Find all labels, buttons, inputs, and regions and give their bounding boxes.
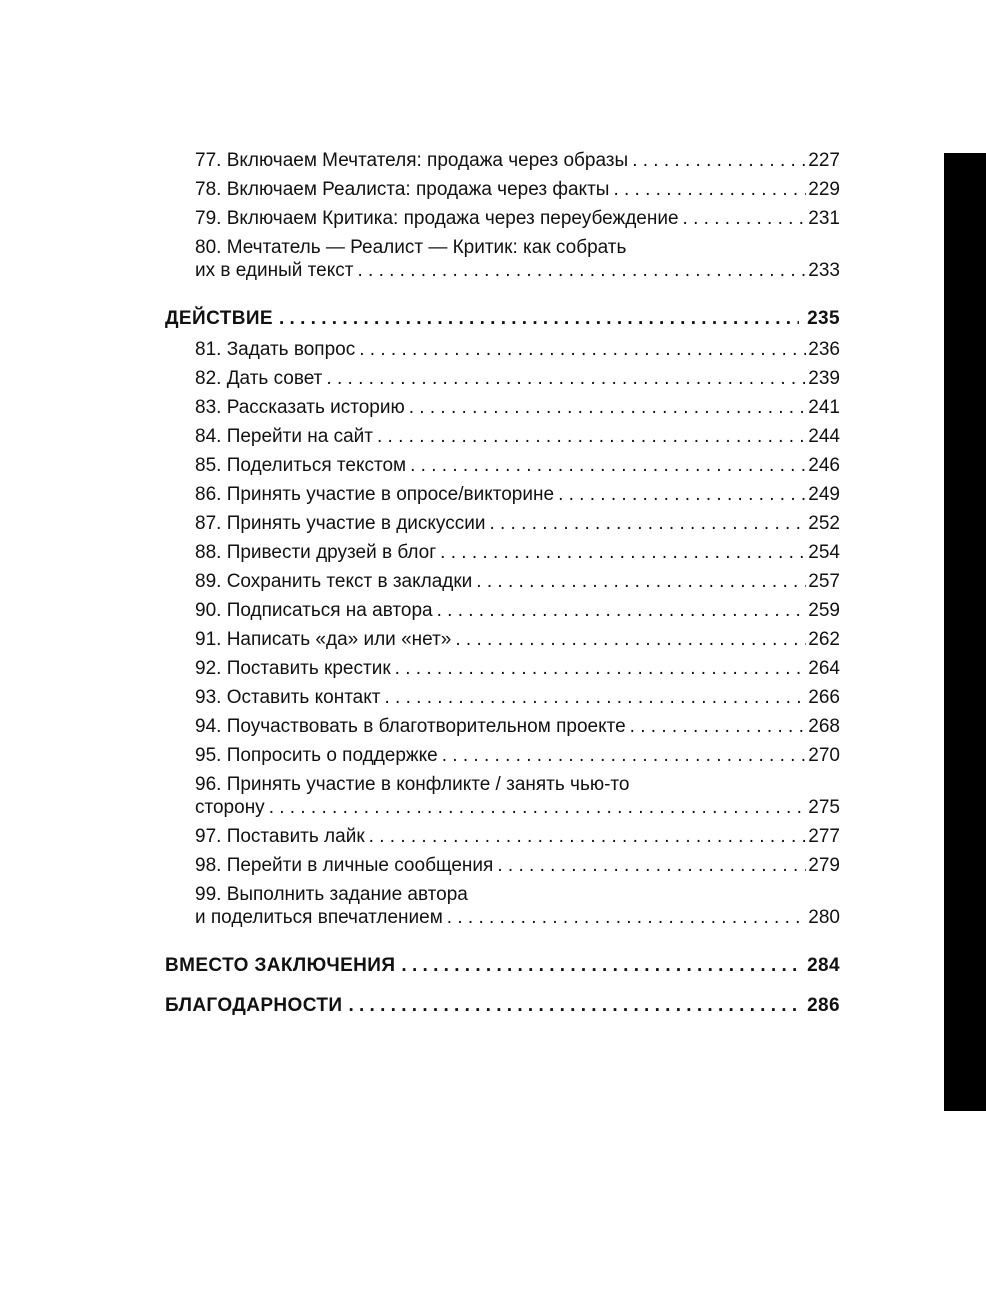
entry-page-number: 233: [808, 260, 840, 281]
toc-section-thanks[interactable]: [165, 985, 840, 1025]
entry-title: и поделиться впечатлением: [195, 907, 443, 928]
entry-page-number: 262: [808, 629, 840, 650]
toc-entry[interactable]: [165, 744, 840, 773]
toc-section-conclusion[interactable]: [165, 945, 840, 985]
leader-dots: [359, 338, 806, 361]
entry-title: 78. Включаем Реалиста: продажа через факты: [195, 179, 610, 200]
leader-dots: [558, 483, 806, 506]
entry-title: 94. Поучаствовать в благотворительном проекте: [195, 716, 626, 737]
toc-entry[interactable]: [165, 686, 840, 715]
entry-page-number: 270: [808, 745, 840, 766]
toc-entry[interactable]: [165, 454, 840, 483]
leader-dots: [630, 715, 807, 738]
leader-dots: [447, 906, 807, 929]
leader-dots: [440, 541, 806, 564]
toc-entry[interactable]: [165, 715, 840, 744]
entry-page-number: 257: [808, 571, 840, 592]
entry-title: 89. Сохранить текст в закладки: [195, 571, 473, 592]
entry-title: 81. Задать вопрос: [195, 339, 356, 360]
entry-page-number: 254: [808, 542, 840, 563]
entry-page-number: 275: [808, 797, 840, 818]
leader-dots: [269, 796, 807, 819]
entry-page-number: 236: [808, 339, 840, 360]
section-title: БЛАГОДАРНОСТИ: [165, 994, 343, 1016]
entry-page-number: 277: [808, 826, 840, 847]
entry-title-first-line: 99. Выполнить задание автора: [195, 884, 468, 905]
entry-title: 90. Подписаться на автора: [195, 600, 433, 621]
entry-page-number: 241: [808, 397, 840, 418]
entry-title: 87. Принять участие в дискуссии: [195, 513, 486, 534]
leader-dots: [279, 307, 799, 330]
leader-dots: [442, 744, 807, 767]
toc-entry[interactable]: [165, 338, 840, 367]
entry-title: 95. Попросить о поддержке: [195, 745, 438, 766]
leader-dots: [326, 367, 806, 390]
entry-page-number: 231: [808, 208, 840, 229]
leader-dots: [437, 599, 807, 622]
entry-title: 86. Принять участие в опросе/викторине: [195, 484, 555, 505]
toc-entry[interactable]: [165, 541, 840, 570]
entry-page-number: 244: [808, 426, 840, 447]
entry-title: их в единый текст: [195, 260, 354, 281]
leader-dots: [409, 396, 807, 419]
entry-page-number: 266: [808, 687, 840, 708]
entry-page-number: 246: [808, 455, 840, 476]
leader-dots: [369, 825, 807, 848]
leader-dots: [410, 454, 806, 477]
leader-dots: [348, 994, 799, 1017]
entry-title: 83. Рассказать историю: [195, 397, 405, 418]
entry-title: 97. Поставить лайк: [195, 826, 365, 847]
toc-entry[interactable]: [165, 628, 840, 657]
entry-title: 77. Включаем Мечтателя: продажа через образы: [195, 150, 629, 171]
toc-entry[interactable]: [165, 854, 840, 883]
entry-title: 98. Перейти в личные сообщения: [195, 855, 494, 876]
leader-dots: [497, 854, 806, 877]
section-page-number: 286: [807, 994, 840, 1016]
table-of-contents: [165, 149, 840, 1025]
leader-dots: [632, 149, 806, 172]
entry-title: 93. Оставить контакт: [195, 687, 381, 708]
toc-entry[interactable]: [165, 396, 840, 425]
entry-page-number: 279: [808, 855, 840, 876]
section-page-number: 284: [807, 954, 840, 976]
toc-entry[interactable]: [165, 570, 840, 599]
leader-dots: [357, 259, 806, 282]
entry-title: 88. Привести друзей в блог: [195, 542, 437, 563]
toc-entry[interactable]: [165, 178, 840, 207]
toc-entry[interactable]: [165, 883, 840, 935]
chapter-side-tab: [944, 153, 986, 1111]
entry-title: 92. Поставить крестик: [195, 658, 391, 679]
toc-entry[interactable]: [165, 367, 840, 396]
toc-entry[interactable]: [165, 825, 840, 854]
leader-dots: [476, 570, 806, 593]
entry-title: 84. Перейти на сайт: [195, 426, 373, 447]
entry-title: 85. Поделиться текстом: [195, 455, 407, 476]
toc-block-dreamer: [165, 149, 840, 288]
entry-title-first-line: 80. Мечтатель — Реалист — Критик: как собрать: [195, 237, 627, 258]
toc-entry[interactable]: [165, 149, 840, 178]
entry-title: 91. Написать «да» или «нет»: [195, 629, 452, 650]
entry-page-number: 249: [808, 484, 840, 505]
toc-entry[interactable]: [165, 207, 840, 236]
entry-page-number: 268: [808, 716, 840, 737]
toc-entry[interactable]: [165, 483, 840, 512]
toc-entry[interactable]: [165, 599, 840, 628]
leader-dots: [613, 178, 806, 201]
leader-dots: [384, 686, 806, 709]
leader-dots: [683, 207, 807, 230]
entry-page-number: 252: [808, 513, 840, 534]
toc-entry[interactable]: [165, 425, 840, 454]
toc-entry[interactable]: [165, 512, 840, 541]
entry-title: сторону: [195, 797, 265, 818]
entry-page-number: 259: [808, 600, 840, 621]
entry-page-number: 229: [808, 179, 840, 200]
leader-dots: [489, 512, 806, 535]
toc-entry[interactable]: [165, 657, 840, 686]
section-title: ВМЕСТО ЗАКЛЮЧЕНИЯ: [165, 954, 396, 976]
toc-block-action: [165, 338, 840, 935]
entry-title-first-line: 96. Принять участие в конфликте / занять чью-то: [195, 774, 630, 795]
leader-dots: [455, 628, 806, 651]
entry-title: 82. Дать совет: [195, 368, 323, 389]
toc-section-action[interactable]: [165, 298, 840, 338]
section-title: ДЕЙСТВИЕ: [165, 307, 273, 329]
entry-page-number: 239: [808, 368, 840, 389]
entry-title: 79. Включаем Критика: продажа через переубеждение: [195, 208, 679, 229]
entry-page-number: 227: [808, 150, 840, 171]
leader-dots: [395, 657, 807, 680]
leader-dots: [377, 425, 806, 448]
section-page-number: 235: [807, 307, 840, 329]
entry-page-number: 264: [808, 658, 840, 679]
entry-page-number: 280: [808, 907, 840, 928]
toc-entry[interactable]: [165, 773, 840, 825]
toc-entry[interactable]: [165, 236, 840, 288]
leader-dots: [401, 954, 799, 977]
